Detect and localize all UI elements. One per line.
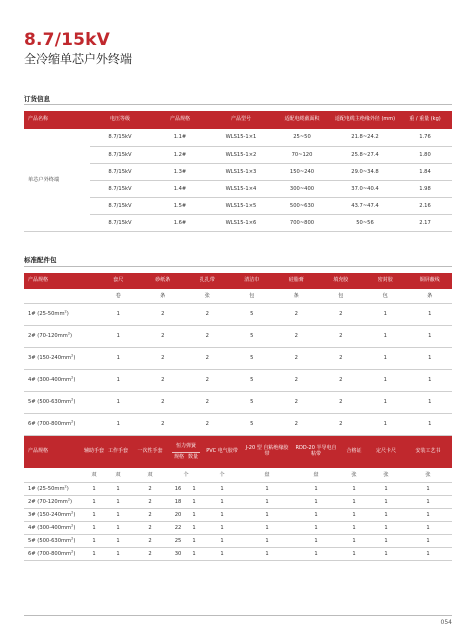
table-cell: 2 [141, 369, 186, 391]
table-cell: WLS15-1×2 [210, 146, 272, 163]
unit-cell: 张 [185, 289, 230, 303]
column-subheader: 规格 [173, 453, 184, 460]
table-cell: 25~50 [272, 129, 332, 146]
table-cell: 1 [106, 521, 130, 534]
unit-cell: 张 [404, 468, 452, 482]
table-cell: 2 [274, 369, 319, 391]
spec-close: ) [73, 377, 76, 383]
table-cell: WLS15-1×3 [210, 163, 272, 180]
table-cell: 1 [404, 547, 452, 560]
table-cell: 50~56 [332, 214, 398, 231]
spec-close: ) [70, 333, 73, 339]
table-cell: 1 [186, 508, 202, 521]
table-cell: 1 [82, 547, 106, 560]
spec-label: 6# (700-800mm [28, 421, 72, 427]
table-cell: 300~400 [272, 180, 332, 197]
table-cell: 1 [408, 391, 453, 413]
table-cell: 1 [368, 534, 404, 547]
column-header: RDD-20 半导电自粘带 [292, 436, 340, 468]
table-cell: 1 [82, 495, 106, 508]
spec-close: ) [73, 550, 76, 557]
accessories2-header-row [24, 436, 452, 468]
order-info-header-row [24, 111, 452, 129]
spec-label: 4# (300-400mm [28, 377, 72, 383]
table-cell: WLS15-1×6 [210, 214, 272, 231]
table-cell: 2 [274, 303, 319, 325]
table-cell: 1 [340, 508, 368, 521]
table-cell: 700~800 [272, 214, 332, 231]
spec-label: 3# (150-240mm [28, 511, 72, 518]
table-cell: 1.3# [150, 163, 210, 180]
column-header: 产品规格 [24, 273, 96, 289]
table-cell: 1.76 [398, 129, 452, 146]
table-cell: 2 [130, 508, 170, 521]
table-cell: 1 [292, 495, 340, 508]
table-cell: 1 [404, 534, 452, 547]
table-row [24, 369, 452, 391]
table-cell: 1 [368, 521, 404, 534]
table-cell: 1 [186, 482, 202, 495]
spec-close: ) [70, 498, 73, 505]
table-cell: 1.80 [398, 146, 452, 163]
unit-cell: 包 [230, 289, 275, 303]
table-cell: 1 [404, 482, 452, 495]
spec-close: ) [73, 355, 76, 361]
table-cell: 2 [141, 391, 186, 413]
table-cell: 1 [368, 495, 404, 508]
table-cell: 1 [96, 369, 141, 391]
table-cell: 30 [170, 547, 186, 560]
table-cell: 2.16 [398, 197, 452, 214]
superscript: 2 [71, 535, 74, 540]
table-cell: 2.17 [398, 214, 452, 231]
table-cell: 2 [319, 413, 364, 435]
table-cell: 8.7/15kV [90, 180, 150, 197]
page-title: 8.7/15kV [24, 30, 111, 50]
table-cell: 1 [82, 482, 106, 495]
superscript: 2 [71, 375, 74, 380]
unit-cell: 条 [141, 289, 186, 303]
unit-cell: 个 [170, 468, 202, 482]
table-cell: 8.7/15kV [90, 197, 150, 214]
table-cell: 1 [408, 347, 453, 369]
table-cell: 1 [363, 325, 408, 347]
table-cell: 2 [319, 347, 364, 369]
table-cell: WLS15-1×1 [210, 129, 272, 146]
column-header: J-20 型 自粘绝缘胶带 [242, 436, 292, 468]
column-header: PVC 电气胶带 [202, 436, 242, 468]
spec-close: ) [66, 311, 69, 317]
table-cell: 1 [340, 495, 368, 508]
unit-cell: 双 [130, 468, 170, 482]
table-cell: 1 [368, 547, 404, 560]
accessories-table [24, 273, 452, 436]
table-cell: 25 [170, 534, 186, 547]
order-info-heading: 订货信息 [24, 95, 50, 103]
column-header: 电压等级 [90, 111, 150, 129]
spec-label: 1# (25-50mm [28, 311, 65, 317]
table-cell: 1 [408, 413, 453, 435]
table-cell: 5 [230, 347, 275, 369]
spec-close: ) [73, 537, 76, 544]
spec-close: ) [66, 485, 69, 492]
column-header: 砂纸条 [141, 273, 186, 289]
table-cell: 70~120 [272, 146, 332, 163]
superscript: 2 [71, 548, 74, 553]
spec-cell [24, 303, 96, 325]
table-cell: WLS15-1×4 [210, 180, 272, 197]
spec-label: 3# (150-240mm [28, 355, 72, 361]
product-name-cell: 单芯户外终端 [24, 129, 90, 231]
column-header: 铜屏蔽线 [408, 273, 453, 289]
spec-cell [24, 347, 96, 369]
table-cell: 1 [363, 369, 408, 391]
table-row [24, 129, 452, 146]
table-row [24, 325, 452, 347]
table-cell: 1 [340, 547, 368, 560]
table-cell: 1 [242, 521, 292, 534]
table-cell: 1 [96, 347, 141, 369]
accessories-table-2 [24, 436, 452, 561]
table-cell: 8.7/15kV [90, 129, 150, 146]
table-cell: 8.7/15kV [90, 146, 150, 163]
table-cell: 1 [340, 534, 368, 547]
table-cell: 2 [185, 391, 230, 413]
spec-close: ) [73, 399, 76, 405]
table-cell: 1.2# [150, 146, 210, 163]
spec-label: 6# (700-800mm [28, 550, 72, 557]
unit-cell: 包 [319, 289, 364, 303]
unit-cell [24, 289, 96, 303]
section-divider [24, 266, 452, 267]
table-cell: 1 [292, 508, 340, 521]
table-cell: 1 [96, 413, 141, 435]
table-cell: 2 [185, 369, 230, 391]
table-cell: 2 [130, 521, 170, 534]
column-header: 产品规格 [150, 111, 210, 129]
superscript: 2 [71, 522, 74, 527]
column-header: 产品名称 [24, 111, 90, 129]
table-cell: 150~240 [272, 163, 332, 180]
column-header: 工作手套 [106, 436, 130, 468]
table-cell: 2 [141, 325, 186, 347]
table-cell: 1 [363, 413, 408, 435]
column-header: 重 / 重量 (kg) [398, 111, 452, 129]
table-cell: 2 [185, 413, 230, 435]
spec-label: 5# (500-630mm [28, 399, 72, 405]
table-cell: 1 [404, 508, 452, 521]
table-cell: 2 [319, 391, 364, 413]
spec-close: ) [73, 421, 76, 427]
table-cell: 1 [82, 534, 106, 547]
table-cell: 5 [230, 325, 275, 347]
table-row [24, 534, 452, 547]
spec-cell [24, 325, 96, 347]
table-cell: 5 [230, 391, 275, 413]
table-cell: 1 [202, 508, 242, 521]
column-header: 套尺 [96, 273, 141, 289]
table-cell: 2 [130, 495, 170, 508]
column-header: 产品规格 [24, 436, 82, 468]
order-info-table [24, 111, 452, 232]
table-cell: 5 [230, 303, 275, 325]
table-cell: 1 [202, 495, 242, 508]
table-cell: 1 [202, 547, 242, 560]
table-cell: 25.8~27.4 [332, 146, 398, 163]
table-cell: 1 [242, 534, 292, 547]
table-cell: WLS15-1×5 [210, 197, 272, 214]
table-cell: 1 [202, 521, 242, 534]
unit-cell: 张 [340, 468, 368, 482]
table-row [24, 347, 452, 369]
superscript: 2 [71, 353, 74, 358]
table-cell: 1 [292, 547, 340, 560]
table-cell: 1 [408, 303, 453, 325]
table-cell: 1 [292, 521, 340, 534]
column-header: 辅助手套 [82, 436, 106, 468]
table-cell: 1 [202, 482, 242, 495]
table-cell: 1 [186, 521, 202, 534]
spec-cell [24, 508, 82, 521]
column-header: 产品型号 [210, 111, 272, 129]
table-cell: 1 [186, 495, 202, 508]
column-header: 硅脂膏 [274, 273, 319, 289]
table-row [24, 508, 452, 521]
column-header: 清洁巾 [230, 273, 275, 289]
table-cell: 2 [274, 413, 319, 435]
table-cell: 2 [130, 547, 170, 560]
spec-close: ) [73, 524, 76, 531]
table-cell: 1 [340, 482, 368, 495]
table-cell: 1 [96, 303, 141, 325]
table-cell: 1.84 [398, 163, 452, 180]
table-row [24, 482, 452, 495]
spec-cell [24, 391, 96, 413]
table-cell: 16 [170, 482, 186, 495]
table-cell: 2 [274, 325, 319, 347]
table-cell: 1 [186, 547, 202, 560]
superscript: 2 [64, 309, 67, 314]
table-cell: 1 [363, 391, 408, 413]
spec-cell [24, 482, 82, 495]
table-cell: 1 [106, 547, 130, 560]
table-cell: 1 [106, 508, 130, 521]
unit-cell: 双 [82, 468, 106, 482]
table-row [24, 547, 452, 560]
unit-cell: 条 [274, 289, 319, 303]
spec-label: 2# (70-120mm [28, 498, 68, 505]
table-cell: 2 [319, 369, 364, 391]
table-cell: 1 [242, 495, 292, 508]
superscript: 2 [67, 496, 71, 501]
column-header: 合格证 [340, 436, 368, 468]
table-cell: 1 [292, 534, 340, 547]
spec-close: ) [73, 511, 76, 518]
spring-column-header [170, 436, 202, 468]
unit-cell: 卷 [96, 289, 141, 303]
spec-cell [24, 521, 82, 534]
unit-cell: 个 [202, 468, 242, 482]
column-header: 一次性手套 [130, 436, 170, 468]
table-cell: 1 [408, 369, 453, 391]
column-header: 填充胶 [319, 273, 364, 289]
table-cell: 500~630 [272, 197, 332, 214]
unit-cell: 条 [408, 289, 453, 303]
table-cell: 1 [202, 534, 242, 547]
table-cell: 43.7~47.4 [332, 197, 398, 214]
table-cell: 18 [170, 495, 186, 508]
table-cell: 1 [82, 508, 106, 521]
spec-cell [24, 369, 96, 391]
column-header: 适配电缆主绝缘外径 (mm) [332, 111, 398, 129]
table-cell: 2 [130, 482, 170, 495]
table-cell: 1.4# [150, 180, 210, 197]
table-cell: 1.6# [150, 214, 210, 231]
table-cell: 1 [242, 547, 292, 560]
table-cell: 1 [368, 482, 404, 495]
table-cell: 2 [274, 391, 319, 413]
table-cell: 1 [292, 482, 340, 495]
spec-label: 4# (300-400mm [28, 524, 72, 531]
column-header: 安装工艺书 [404, 436, 452, 468]
unit-row [24, 468, 452, 482]
table-cell: 1 [186, 534, 202, 547]
table-cell: 1 [363, 347, 408, 369]
spec-cell [24, 413, 96, 435]
table-cell: 2 [274, 347, 319, 369]
table-cell: 20 [170, 508, 186, 521]
spec-label: 1# (25-50mm [28, 485, 65, 492]
table-cell: 2 [130, 534, 170, 547]
superscript: 2 [71, 397, 74, 402]
table-cell: 1 [106, 534, 130, 547]
table-cell: 1 [96, 391, 141, 413]
superscript: 2 [64, 483, 67, 488]
footer-divider [24, 615, 452, 616]
superscript: 2 [67, 331, 71, 336]
table-cell: 2 [319, 303, 364, 325]
table-cell: 2 [185, 303, 230, 325]
column-header: 扎扎带 [185, 273, 230, 289]
table-cell: 1 [242, 482, 292, 495]
unit-cell: 盘 [292, 468, 340, 482]
table-cell: 1.98 [398, 180, 452, 197]
table-cell: 1 [404, 521, 452, 534]
spec-cell [24, 534, 82, 547]
table-cell: 2 [141, 413, 186, 435]
table-cell: 2 [141, 347, 186, 369]
table-cell: 29.0~34.8 [332, 163, 398, 180]
table-cell: 8.7/15kV [90, 163, 150, 180]
table-cell: 2 [141, 303, 186, 325]
table-cell: 21.8~24.2 [332, 129, 398, 146]
spec-label: 5# (500-630mm [28, 537, 72, 544]
table-cell: 1 [340, 521, 368, 534]
table-cell: 1 [242, 508, 292, 521]
table-cell: 2 [319, 325, 364, 347]
section-divider [24, 104, 452, 105]
column-header: 恒力弹簧 [175, 442, 196, 449]
spec-label: 2# (70-120mm [28, 333, 68, 339]
table-cell: 8.7/15kV [90, 214, 150, 231]
table-cell: 37.0~40.4 [332, 180, 398, 197]
unit-cell: 双 [106, 468, 130, 482]
table-cell: 5 [230, 369, 275, 391]
column-header: 定尺卡尺 [368, 436, 404, 468]
page-number: 054 [440, 619, 452, 626]
accessories-header-row [24, 273, 452, 289]
table-row [24, 521, 452, 534]
table-cell: 2 [185, 325, 230, 347]
table-cell: 1 [82, 521, 106, 534]
table-row [24, 495, 452, 508]
column-subheader: 数量 [187, 453, 198, 460]
table-cell: 1 [363, 303, 408, 325]
table-cell: 1 [408, 325, 453, 347]
table-cell: 5 [230, 413, 275, 435]
unit-cell [24, 468, 82, 482]
column-header: 适配电缆截面积 [272, 111, 332, 129]
spec-cell [24, 547, 82, 560]
unit-cell: 包 [363, 289, 408, 303]
table-cell: 1.5# [150, 197, 210, 214]
column-header: 密封胶 [363, 273, 408, 289]
table-cell: 1 [404, 495, 452, 508]
table-row [24, 413, 452, 435]
table-row [24, 303, 452, 325]
superscript: 2 [71, 419, 74, 424]
page-subtitle: 全冷缩单芯户外终端 [24, 52, 133, 66]
table-cell: 2 [185, 347, 230, 369]
spec-cell [24, 495, 82, 508]
table-cell: 1 [106, 495, 130, 508]
unit-cell: 盘 [242, 468, 292, 482]
unit-cell: 张 [368, 468, 404, 482]
accessories-heading: 标准配件包 [24, 256, 57, 264]
unit-row [24, 289, 452, 303]
table-row [24, 391, 452, 413]
table-cell: 1 [368, 508, 404, 521]
table-cell: 1.1# [150, 129, 210, 146]
table-cell: 1 [96, 325, 141, 347]
table-cell: 22 [170, 521, 186, 534]
table-cell: 1 [106, 482, 130, 495]
superscript: 2 [71, 509, 74, 514]
